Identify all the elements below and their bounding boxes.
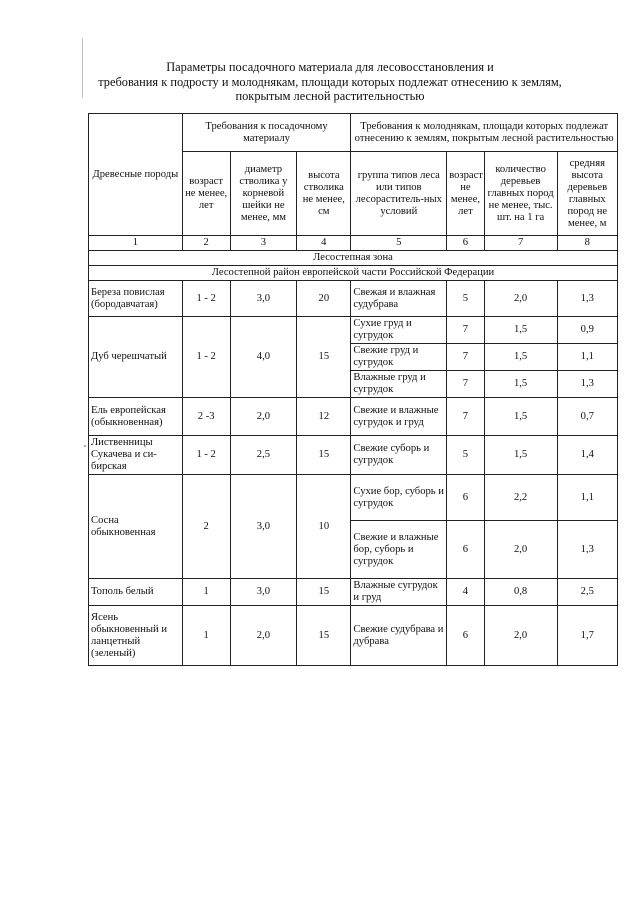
header-height: высота стволика не менее, см — [297, 152, 351, 236]
header-diameter: диаметр стволика у корневой шейки не менее, мм — [230, 152, 297, 236]
column-number: 8 — [557, 236, 617, 251]
table-row — [89, 436, 618, 475]
average-height-cell: 1,3 — [557, 371, 617, 398]
young-age-cell: 6 — [447, 475, 484, 521]
parameters-table — [88, 113, 618, 666]
tree-count-cell: 2,2 — [484, 475, 557, 521]
forest-type-cell: Свежие груд и сугрудок — [351, 344, 447, 371]
average-height-cell: 0,7 — [557, 398, 617, 436]
forest-type-cell: Свежие и влажные бор, суборь и сугрудок — [351, 521, 447, 579]
young-age-cell: 5 — [447, 436, 484, 475]
column-number: 7 — [484, 236, 557, 251]
column-number: 5 — [351, 236, 447, 251]
column-number: 3 — [230, 236, 297, 251]
column-number: 4 — [297, 236, 351, 251]
tree-count-cell: 1,5 — [484, 371, 557, 398]
height-cell: 12 — [297, 398, 351, 436]
age-cell: 2 -3 — [182, 398, 230, 436]
height-cell: 10 — [297, 475, 351, 579]
table-row — [89, 398, 618, 436]
height-cell: 15 — [297, 579, 351, 606]
forest-type-cell: Сухие бор, суборь и сугрудок — [351, 475, 447, 521]
table-row — [89, 579, 618, 606]
header-young-stands: Требования к молоднякам, площади которых подлежат отнесению к землям, покрытым лесной растительностью — [351, 114, 618, 152]
average-height-cell: 1,3 — [557, 521, 617, 579]
forest-type-cell: Свежие и влажные сугрудок и груд — [351, 398, 447, 436]
young-age-cell: 6 — [447, 606, 484, 666]
title-line-2: требования к подросту и молоднякам, площади которых подлежат отнесению к землям, — [98, 74, 562, 89]
age-cell: 1 — [182, 579, 230, 606]
diameter-cell: 3,0 — [230, 579, 297, 606]
table-row — [89, 606, 618, 666]
column-number: 2 — [182, 236, 230, 251]
zone-row — [89, 251, 618, 266]
tree-count-cell: 1,5 — [484, 398, 557, 436]
region-row — [89, 266, 618, 281]
species-cell: Ясень обыкновенный и ланцетный (зеленый) — [89, 606, 183, 666]
diameter-cell: 2,0 — [230, 606, 297, 666]
header-average-height: средняя высота деревьев главных пород не менее, м — [557, 152, 617, 236]
young-age-cell: 7 — [447, 398, 484, 436]
title-line-1: Параметры посадочного материала для лесовосстановления и — [166, 60, 494, 74]
header-age: возраст не менее, лет — [182, 152, 230, 236]
diameter-cell: 4,0 — [230, 317, 297, 398]
average-height-cell: 1,1 — [557, 344, 617, 371]
species-cell: Ель европейская (обыкновенная) — [89, 398, 183, 436]
forest-type-cell: Сухие груд и сугрудок — [351, 317, 447, 344]
young-age-cell: 7 — [447, 371, 484, 398]
average-height-cell: 1,4 — [557, 436, 617, 475]
age-cell: 1 - 2 — [182, 281, 230, 317]
forest-type-cell: Влажные груд и сугрудок — [351, 371, 447, 398]
young-age-cell: 7 — [447, 317, 484, 344]
average-height-cell: 0,9 — [557, 317, 617, 344]
young-age-cell: 4 — [447, 579, 484, 606]
age-cell: 2 — [182, 475, 230, 579]
species-cell: Береза повислая (бородавчатая) — [89, 281, 183, 317]
scan-speck — [84, 445, 86, 447]
tree-count-cell: 1,5 — [484, 317, 557, 344]
young-age-cell: 7 — [447, 344, 484, 371]
column-number: 1 — [89, 236, 183, 251]
zone-label: Лесостепная зона — [89, 251, 618, 266]
header-forest-type: группа типов леса или типов лесораститель-ных условий — [351, 152, 447, 236]
header-species: Древесные породы — [89, 114, 183, 236]
age-cell: 1 - 2 — [182, 436, 230, 475]
header-young-age: возраст не менее, лет — [447, 152, 484, 236]
forest-type-cell: Влажные сугрудок и груд — [351, 579, 447, 606]
average-height-cell: 2,5 — [557, 579, 617, 606]
height-cell: 15 — [297, 606, 351, 666]
table-row — [89, 475, 618, 521]
region-label: Лесостепной район европейской части Российской Федерации — [89, 266, 618, 281]
species-cell: Тополь белый — [89, 579, 183, 606]
age-cell: 1 — [182, 606, 230, 666]
header-planting-material: Требования к посадочному материалу — [182, 114, 351, 152]
forest-type-cell: Свежая и влажная судубрава — [351, 281, 447, 317]
header-tree-count: количество деревьев главных пород не менее, тыс. шт. на 1 га — [484, 152, 557, 236]
height-cell: 15 — [297, 436, 351, 475]
document-title — [60, 60, 600, 104]
height-cell: 20 — [297, 281, 351, 317]
tree-count-cell: 0,8 — [484, 579, 557, 606]
species-cell: Дуб черешчатый — [89, 317, 183, 398]
diameter-cell: 2,5 — [230, 436, 297, 475]
young-age-cell: 6 — [447, 521, 484, 579]
species-cell: Лиственницы Сукачева и си-бирская — [89, 436, 183, 475]
diameter-cell: 3,0 — [230, 475, 297, 579]
tree-count-cell: 2,0 — [484, 521, 557, 579]
tree-count-cell: 2,0 — [484, 606, 557, 666]
table-row — [89, 281, 618, 317]
tree-count-cell: 1,5 — [484, 436, 557, 475]
species-cell: Сосна обыкновенная — [89, 475, 183, 579]
table-row — [89, 317, 618, 344]
header-row-1 — [89, 114, 618, 152]
column-number: 6 — [447, 236, 484, 251]
tree-count-cell: 2,0 — [484, 281, 557, 317]
tree-count-cell: 1,5 — [484, 344, 557, 371]
age-cell: 1 - 2 — [182, 317, 230, 398]
young-age-cell: 5 — [447, 281, 484, 317]
title-line-3: покрытым лесной растительностью — [235, 89, 425, 104]
forest-type-cell: Свежие судубрава и дубрава — [351, 606, 447, 666]
forest-type-cell: Свежие суборь и сугрудок — [351, 436, 447, 475]
diameter-cell: 2,0 — [230, 398, 297, 436]
average-height-cell: 1,3 — [557, 281, 617, 317]
column-numbers-row — [89, 236, 618, 251]
height-cell: 15 — [297, 317, 351, 398]
average-height-cell: 1,7 — [557, 606, 617, 666]
diameter-cell: 3,0 — [230, 281, 297, 317]
average-height-cell: 1,1 — [557, 475, 617, 521]
